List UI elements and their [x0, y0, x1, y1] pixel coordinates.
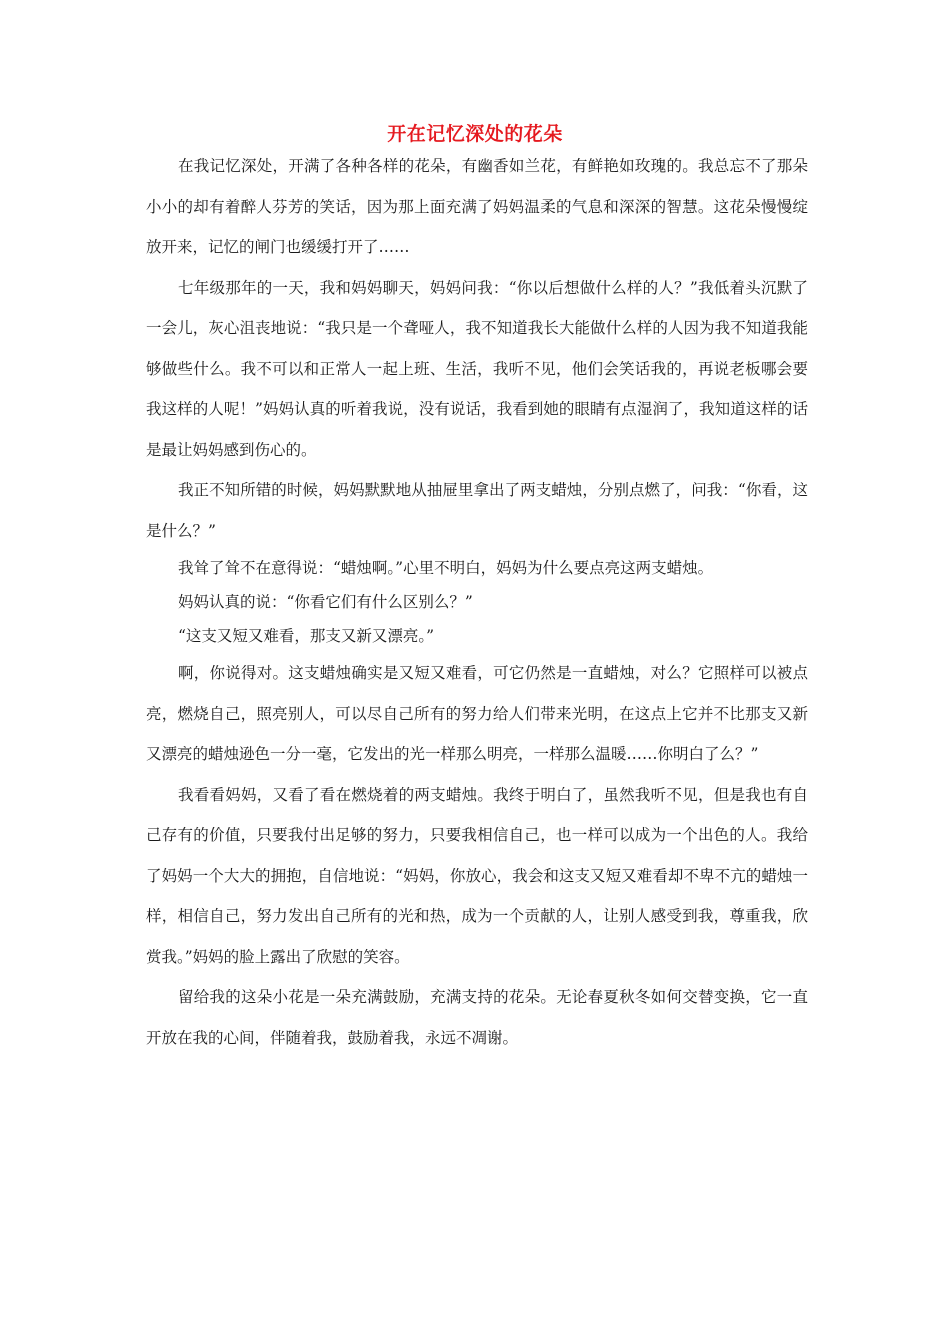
paragraph: 啊，你说得对。这支蜡烛确实是又短又难看，可它仍然是一直蜡烛，对么？它照样可以被点亮，燃烧自己，照亮别人，可以尽自己所有的努力给人们带来光明，在这点上它并不比那支又新又漂亮的蜡烛逊色一分一毫，它发出的光一样那么明亮，一样那么温暖……你明白了么？” — [146, 664, 808, 763]
paragraph: 我正不知所错的时候，妈妈默默地从抽屉里拿出了两支蜡烛，分别点燃了，问我：“你看，这是什么？” — [146, 481, 808, 540]
paragraph: 在我记忆深处，开满了各种各样的花朵，有幽香如兰花，有鲜艳如玫瑰的。我总忘不了那朵小小的却有着醉人芬芳的笑话，因为那上面充满了妈妈温柔的气息和深深的智慧。这花朵慢慢绽放开来，记忆的闸门也缓缓打开了…… — [146, 157, 808, 256]
paragraph: 七年级那年的一天，我和妈妈聊天，妈妈问我：“你以后想做什么样的人？”我低着头沉默了一会儿，灰心沮丧地说：“我只是一个聋哑人，我不知道我长大能做什么样的人因为我不知道我能够做些什么。我不可以和正常人一起上班、生活，我听不见，他们会笑话我的，再说老板哪会要我这样的人呢！”妈妈认真的听着我说，没有说话，我看到她的眼睛有点湿润了，我知道这样的话是最让妈妈感到伤心的。 — [146, 278, 808, 459]
paragraph: 我看看妈妈，又看了看在燃烧着的两支蜡烛。我终于明白了，虽然我听不见，但是我也有自己存有的价值，只要我付出足够的努力，只要我相信自己，也一样可以成为一个出色的人。我给了妈妈一个大大的拥抱，自信地说：“妈妈，你放心，我会和这支又短又难看却不卑不亢的蜡烛一样，相信自己，努力发出自己所有的光和热，成为一个贡献的人，让别人感受到我，尊重我，欣赏我。”妈妈的脸上露出了欣慰的笑容。 — [146, 785, 808, 966]
document-title: 开在记忆深处的花朵 — [387, 123, 563, 145]
paragraph: 我耸了耸不在意得说：“蜡烛啊。”心里不明白，妈妈为什么要点亮这两支蜡烛。 — [178, 559, 714, 577]
paragraph: 妈妈认真的说：“你看它们有什么区别么？” — [178, 593, 473, 611]
paragraph: “这支又短又难看，那支又新又漂亮。” — [178, 627, 435, 645]
document-body — [146, 146, 808, 1058]
paragraph: 留给我的这朵小花是一朵充满鼓励，充满支持的花朵。无论春夏秋冬如何交替变换，它一直开放在我的心间，伴随着我，鼓励着我，永远不凋谢。 — [146, 988, 808, 1047]
